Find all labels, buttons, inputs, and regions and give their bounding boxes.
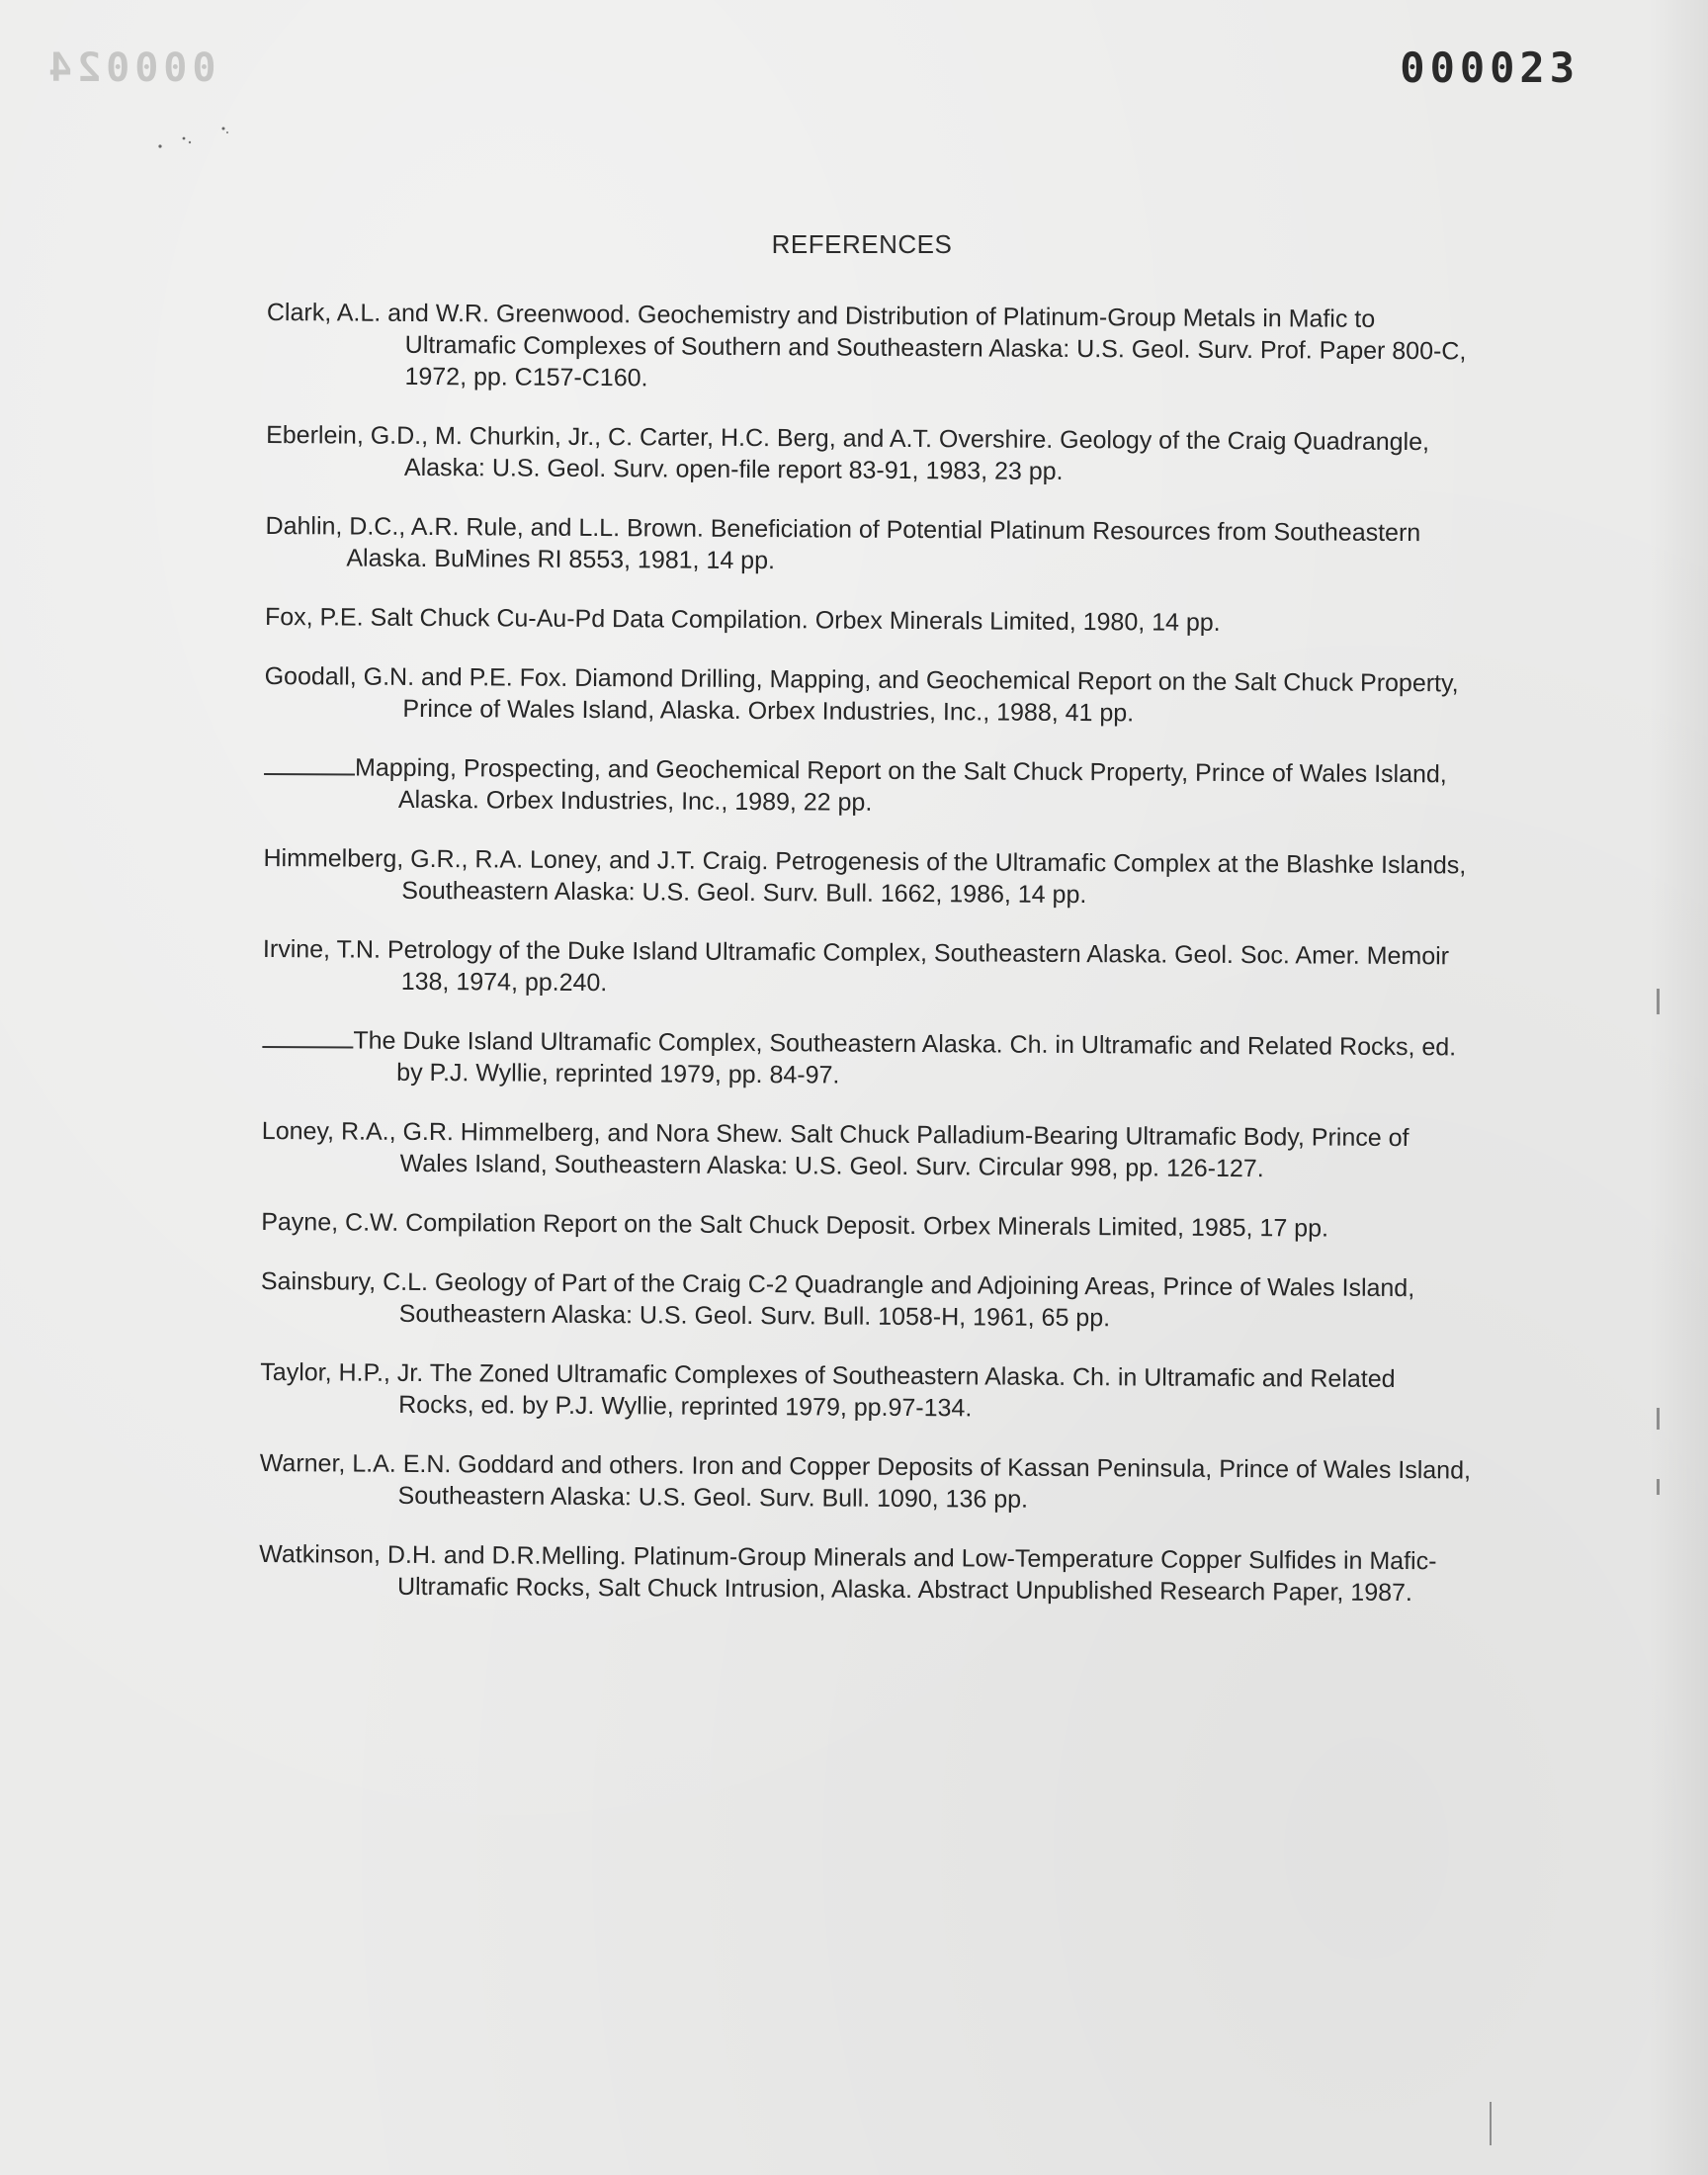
margin-mark (1490, 2102, 1492, 2145)
reference-entry (262, 1115, 1478, 1186)
reference-author: Goodall, G.N. and P.E. Fox. (264, 661, 568, 692)
ditto-dash (262, 1046, 353, 1049)
reference-author: Fox, P.E. (264, 602, 364, 632)
reference-entry (265, 601, 1481, 641)
reference-text: Geochemistry and Distribution of Platinum-Group Metals in Mafic to Ultramafic Complexes of Southern and Southeastern Alaska: U.S. Geol. Surv. Prof. Paper 800-C, 1972, pp. C157-C160. (404, 301, 1467, 392)
reference-entry (259, 1447, 1475, 1519)
reference-text: Geology of the Craig Quadrangle, Alaska: U.S. Geol. Surv. open-file report 83-91, 1983, 23 pp. (403, 425, 1430, 485)
reference-entry (263, 933, 1479, 1004)
reference-author: Payne, C.W. (261, 1207, 399, 1237)
reference-author: Clark, A.L. and W.R. Greenwood. (266, 298, 632, 329)
reference-author: Irvine, T.N. (262, 934, 382, 964)
reference-text: Diamond Drilling, Mapping, and Geochemical Report on the Salt Chuck Property, Prince of Wales Island, Alaska. Orbex Industries, Inc., 1988, 41 pp. (402, 663, 1459, 728)
reference-entry (259, 1538, 1475, 1610)
reference-author: Warner, L.A. E.N. Goddard and others. (259, 1448, 685, 1480)
references-list (259, 297, 1483, 1636)
reference-text: Platinum-Group Minerals and Low-Temperature Copper Sulfides in Mafic-Ultramafic Rocks, Salt Chuck Intrusion, Alaska. Abstract Unpublished Research Paper, 1987. (396, 1542, 1437, 1608)
reference-author: Watkinson, D.H. and D.R.Melling. (259, 1539, 627, 1571)
reference-entry (263, 842, 1479, 914)
reference-author: Sainsbury, C.L. (260, 1266, 429, 1297)
reference-text: Beneficiation of Potential Platinum Resources from Southeastern Alaska. BuMines RI 8553, 1981, 14 pp. (346, 514, 1421, 575)
references-heading: REFERENCES (771, 229, 953, 259)
reference-author: Loney, R.A., G.R. Himmelberg, and Nora Shew. (261, 1116, 784, 1149)
document-number: 000023 (1400, 44, 1580, 92)
reference-text: Iron and Copper Deposits of Kassan Peninsula, Prince of Wales Island, Southeastern Alaska: U.S. Geol. Surv. Bull. 1090, 136 pp. (397, 1451, 1472, 1514)
scan-specks-decoration (154, 121, 243, 160)
reference-author: Dahlin, D.C., A.R. Rule, and L.L. Brown. (265, 511, 704, 543)
reference-entry (266, 297, 1483, 399)
margin-mark (1657, 1408, 1660, 1430)
reference-text: Salt Chuck Palladium-Bearing Ultramafic Body, Prince of Wales Island, Southeastern Alaska: U.S. Geol. Surv. Circular 998, pp. 126-127. (399, 1120, 1409, 1183)
margin-mark (1657, 989, 1660, 1014)
reference-text: The Duke Island Ultramafic Complex, Southeastern Alaska. Ch. in Ultramafic and Related Rocks, ed. by P.J. Wyllie, reprinted 1979, pp. 84-97. (353, 1026, 1457, 1089)
reference-entry (261, 1265, 1477, 1337)
reference-text: Geology of Part of the Craig C-2 Quadrangle and Adjoining Areas, Prince of Wales Island, Southeastern Alaska: U.S. Geol. Surv. Bull. 1058-H, 1961, 65 pp. (398, 1268, 1415, 1333)
reference-text: Compilation Report on the Salt Chuck Deposit. Orbex Minerals Limited, 1985, 17 pp. (405, 1208, 1329, 1243)
bleed-through-page-number: 000024 (43, 45, 216, 91)
margin-mark (1657, 1479, 1660, 1495)
reference-author: Himmelberg, G.R., R.A. Loney, and J.T. Craig. (263, 843, 769, 876)
ditto-dash (264, 773, 355, 776)
reference-entry (261, 1206, 1477, 1246)
reference-text: Petrology of the Duke Island Ultramafic Complex, Southeastern Alaska. Geol. Soc. Amer. Memoir 138, 1974, pp.240. (386, 935, 1450, 998)
reference-entry (264, 751, 1480, 823)
reference-entry (265, 510, 1481, 581)
reference-text: Petrogenesis of the Ultramafic Complex at the Blashke Islands, Southeastern Alaska: U.S. Geol. Surv. Bull. 1662, 1986, 14 pp. (401, 847, 1467, 910)
reference-text: Mapping, Prospecting, and Geochemical Report on the Salt Chuck Property, Prince of Wales Island, Alaska. Orbex Industries, Inc., 1989, 22 pp. (355, 753, 1447, 817)
reference-entry (260, 1356, 1476, 1428)
reference-author: Eberlein, G.D., M. Churkin, Jr., C. Carter, H.C. Berg, and A.T. Overshire. (266, 420, 1054, 454)
reference-text: The Zoned Ultramafic Complexes of Southeastern Alaska. Ch. in Ultramafic and Related Rocks, ed. by P.J. Wyllie, reprinted 1979, pp.97-134. (398, 1359, 1396, 1423)
reference-author: Taylor, H.P., Jr. (260, 1357, 424, 1387)
reference-entry (264, 660, 1480, 732)
reference-text: Salt Chuck Cu-Au-Pd Data Compilation. Orbex Minerals Limited, 1980, 14 pp. (370, 603, 1221, 637)
page-edge-shadow (1649, 0, 1708, 2175)
reference-entry (266, 419, 1482, 490)
reference-entry (262, 1024, 1478, 1095)
